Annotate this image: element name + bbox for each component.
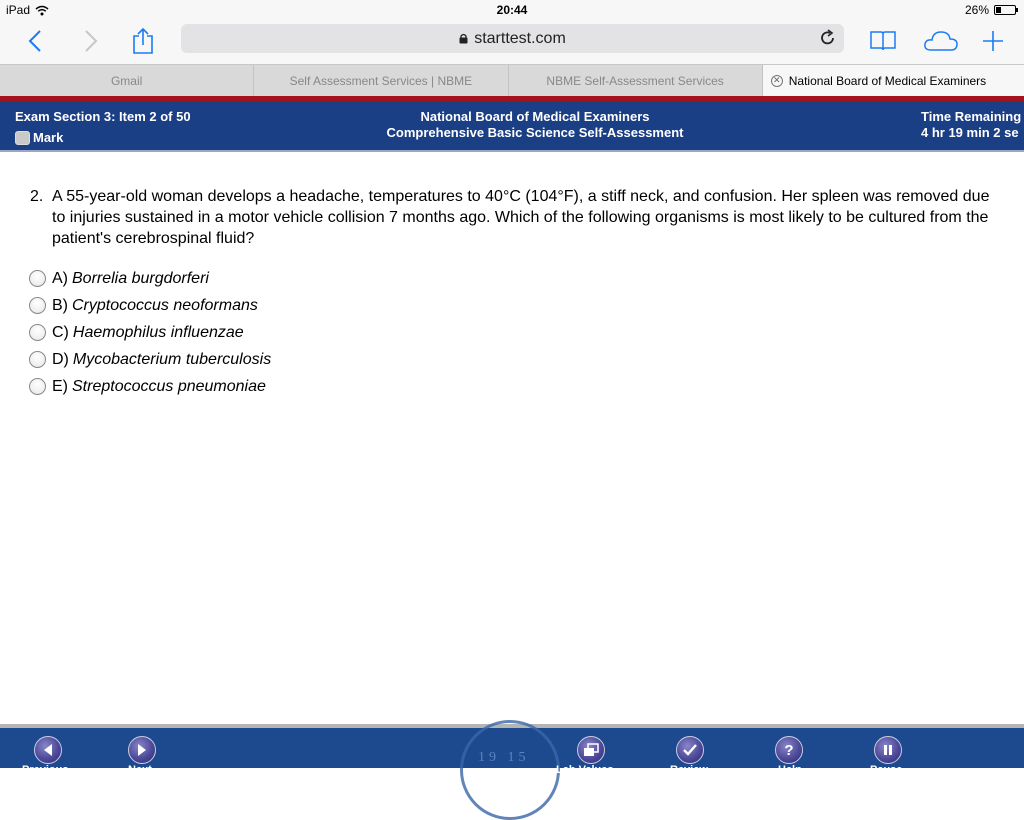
- status-time: 20:44: [496, 3, 528, 17]
- previous-label: Previous: [22, 764, 69, 776]
- tab-nbme-self-assessment[interactable]: NBME Self-Assessment Services: [509, 65, 763, 96]
- active-tab-label: National Board of Medical Examiners: [788, 73, 987, 88]
- radio-button[interactable]: [29, 270, 46, 287]
- pause-icon: [883, 744, 893, 756]
- lab-values-label: Lab Values: [556, 764, 614, 776]
- exam-footer: [0, 728, 1024, 776]
- assessment-name: Comprehensive Basic Science Self-Assessment: [386, 125, 684, 140]
- question: [30, 186, 1005, 249]
- option-letter: B): [52, 296, 68, 314]
- next-button[interactable]: [128, 736, 156, 764]
- option-text: Streptococcus pneumoniae: [72, 377, 266, 395]
- review-button[interactable]: [676, 736, 704, 764]
- radio-button[interactable]: [29, 297, 46, 314]
- option-text: Mycobacterium tuberculosis: [72, 350, 272, 368]
- question-stem: A 55-year-old woman develops a headache, temperatures to 40°C (104°F), a stiff neck, and confusion. Her spleen was removed due to injuries sustained in a motor vehicle collision 7 months ago. Which of the following organisms is most likely to be cultured from the patient's cerebrospinal fluid?: [52, 188, 990, 247]
- reload-icon[interactable]: [820, 29, 836, 51]
- exam-section-label: Exam Section 3: Item 2 of 50: [15, 109, 191, 124]
- lock-icon: [459, 33, 468, 44]
- share-icon[interactable]: [128, 26, 158, 56]
- next-label: Next: [128, 764, 152, 776]
- option-letter: D): [52, 350, 69, 368]
- arrow-right-icon: [136, 743, 148, 757]
- nbme-seal-logo: [460, 720, 560, 820]
- question-number: 2.: [30, 188, 44, 205]
- answer-option-c[interactable]: [29, 319, 271, 346]
- browser-tabs: [0, 64, 1024, 96]
- time-remaining-label: Time Remaining: [921, 109, 1022, 124]
- url-text: starttest.com: [474, 29, 566, 47]
- option-letter: A): [52, 269, 68, 287]
- pause-button[interactable]: [874, 736, 902, 764]
- tab-national-board[interactable]: [763, 65, 1024, 96]
- arrow-left-icon: [42, 743, 54, 757]
- tab-self-assessment-services[interactable]: Self Assessment Services | NBME: [254, 65, 508, 96]
- answer-options: [29, 265, 271, 400]
- radio-button[interactable]: [29, 324, 46, 341]
- question-mark-icon: ?: [784, 741, 794, 759]
- icloud-tabs-icon[interactable]: [922, 26, 960, 56]
- status-bar: [0, 0, 1024, 20]
- checkmark-icon: [682, 743, 698, 757]
- seal-year: 19 15: [478, 750, 530, 765]
- help-button[interactable]: [775, 736, 803, 764]
- device-name: iPad: [6, 3, 31, 17]
- browser-toolbar: [0, 20, 1024, 64]
- radio-button[interactable]: [29, 378, 46, 395]
- mark-checkbox[interactable]: [15, 130, 63, 145]
- pause-label: Pause: [870, 764, 903, 776]
- option-letter: E): [52, 377, 68, 395]
- lab-values-icon: [583, 743, 599, 757]
- answer-option-a[interactable]: [29, 265, 271, 292]
- close-tab-icon[interactable]: ✕: [771, 75, 783, 87]
- bookmarks-icon[interactable]: [868, 26, 898, 56]
- org-name: National Board of Medical Examiners: [420, 109, 650, 124]
- battery-icon: [994, 5, 1016, 15]
- back-icon[interactable]: [20, 26, 50, 56]
- answer-option-d[interactable]: [29, 346, 271, 373]
- option-text: Borrelia burgdorferi: [72, 269, 209, 287]
- option-text: Cryptococcus neoformans: [72, 296, 258, 314]
- lab-values-button[interactable]: [577, 736, 605, 764]
- address-bar[interactable]: [181, 24, 844, 53]
- exam-header: [0, 102, 1024, 152]
- time-remaining: [921, 109, 1021, 141]
- review-label: Review: [670, 764, 708, 776]
- time-remaining-value: 4 hr 19 min 2 se: [921, 125, 1019, 140]
- tab-gmail[interactable]: Gmail: [0, 65, 254, 96]
- mark-label: Mark: [33, 130, 64, 145]
- new-tab-icon[interactable]: [978, 26, 1008, 56]
- option-text: Haemophilus influenzae: [72, 323, 244, 341]
- answer-option-e[interactable]: [29, 373, 271, 400]
- previous-button[interactable]: [34, 736, 62, 764]
- answer-option-b[interactable]: [29, 292, 271, 319]
- option-letter: C): [52, 323, 69, 341]
- radio-button[interactable]: [29, 351, 46, 368]
- exam-title: [335, 109, 735, 141]
- forward-icon[interactable]: [76, 26, 106, 56]
- battery-percent: 26%: [964, 3, 989, 17]
- mark-box[interactable]: [15, 131, 30, 145]
- help-label: Help: [778, 764, 802, 776]
- status-right: [965, 3, 1016, 17]
